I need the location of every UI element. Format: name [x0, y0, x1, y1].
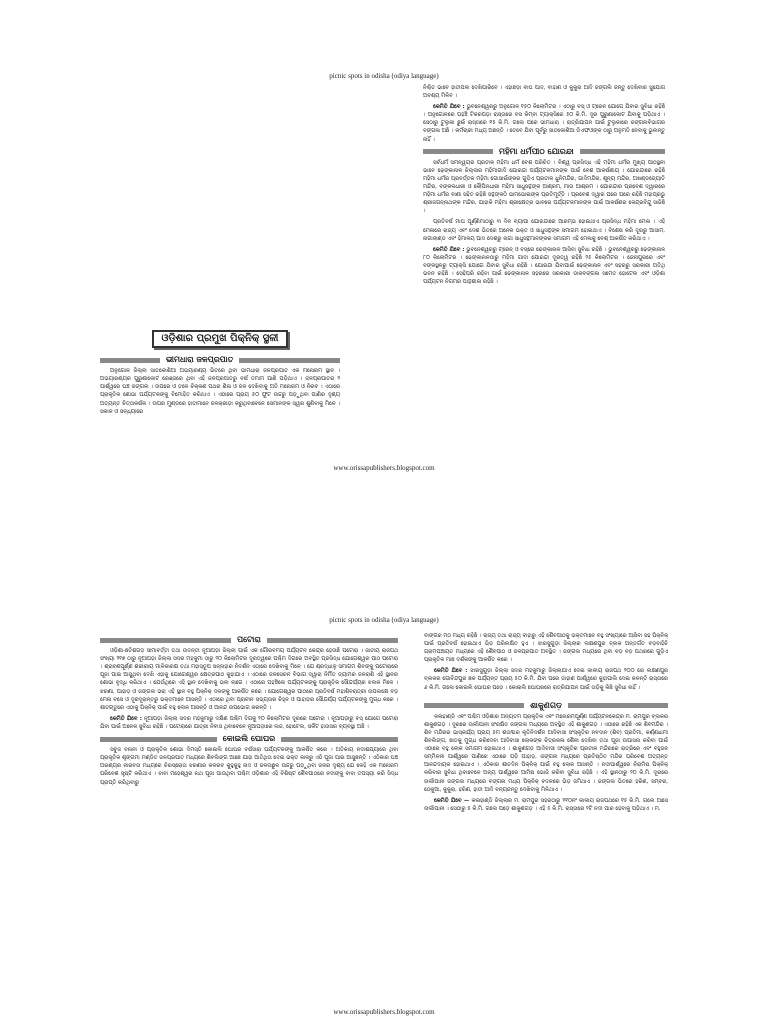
heading-bar [423, 149, 493, 154]
top-left-p1: ଅନୁଗୋଳ ଜିଲ୍ଲା ସାତକୋଶିଆ ଅଭୟାରଣ୍ୟ ଭିତରେ ଥିବା ଭୀମଧାରା ଜଳପ୍ରପାତ ଏକ ମନୋରମ ସ୍ଥାନ । ଅଭୟାରଣ୍ୟର ପୁରୁଣାକୋଟ ରେଞ୍ଜରେ ଥିବା ଏହି ଜଳପ୍ରପାତରୁ ବର୍ଷ ତମାମ ପାଣି ପଡ଼ିଥାଏ । ଜଳପ୍ରପାତର ୨ ପାର୍ଶ୍ୱରେ ଘଞ୍ଚ ଜଙ୍ଗଲ । ଉପରେ ଓ ତଳେ ଚିକ୍‌କଣ ପଥର ଶିଳା ଓ ଜଳ ଦେଖିବାକୁ ଅତି ମନୋରମ ଓ ନିରବ । ଏଠାରେ ପ୍ରାକୃତିକ ଶୋଭା ପର୍ଯ୍ୟଟକଙ୍କୁ ବିମୋହିତ କରିଥାଏ । ଏଠାରେ ପ୍ରାୟ ୫୦ ଫୁଟ ଉଚ୍ଚରୁ ପଡ଼ୁଥିବା ପାଣିର ଦୃଶ୍ୟ ଅତ୍ୟନ୍ତ ଚିତ୍ତାକର୍ଷକ । ଉପର ମୁଣ୍ଡରେ ହାତୀମାନେ ଜଳକ୍ରୀଡ଼ା କରୁଥିବାବେଳେ ସେମାନଙ୍କ ସ୍ୱର ଶୁଣିବାକୁ ମିଳେ । ସକାଳ ଓ ସନ୍ଧ୍ୟାରେ [100, 368, 340, 415]
section-heading-mahima [423, 148, 665, 156]
bottom-left-p3: ସବୁଜ ବନାନୀ ଓ ପ୍ରାକୃତିକ ଶୋଭା ଦିମସ୍ତି କୋଇଲି ଘୋଘର ବର୍ଷସାରା ପର୍ଯ୍ୟଟକଙ୍କୁ ଆକର୍ଷିତ କରେ । ଅତିକାୟ ନଦୀଶଯ୍ୟାରେ ଥିବା ପ୍ରାକୃତିକ ଶୃଙ୍ଗମା ମଣ୍ଡିତ ଜଳପ୍ରପାତ ମଧ୍ୟରେ ଶିବଲିଙ୍ଗ ଆଛେ ଯାହା ଆତିଥିତା ଦେଇ ଭକ୍ତ କାଳରୁ ଏଠି ପୂଜା ପାଇ ଆସୁଛନ୍ତି । ଏଠିକାର ଘଞ୍ଚ ଅରଣ୍ୟର ନୀରବତା ମଧ୍ୟରେ ଚିରସ୍ରୋତା ଝରଣାର କଳରବ କୁହୁକୁହୁ ନାଦ ଓ ଜଳଉଛୁଳ ଉଚ୍ଚରୁ ପଡ଼ୁଥିବା ଜଳର ଦୃଶ୍ୟ ଯେ କେହି ଏକ ମନୋରମ ପରିବେଶ ସୃଷ୍ଟି କରିଥାଏ । ବାବା ମହେଶ୍ୱର ନାଥ ପୂଜା ପାଉଥିବା ପଶ୍ଚିମ ଓଡ଼ିଶାର ଏହି ବିଶିଷ୍ଟ ଶୈବପୀଠରେ ନଦୀଙ୍କୁ ବାବା ତପସ୍ୟା କରି ସିଦ୍ଧ ପ୍ରାପ୍ତି କରିଥିବାରୁ [100, 747, 398, 786]
heading-bar [580, 149, 665, 154]
heading-bar [100, 737, 217, 742]
section-title-mahima: ମହିମା ଧର୍ମପୀଠ ଯୋରନ୍ଦା [499, 146, 574, 156]
top-right-column [423, 84, 665, 464]
heading-bar [100, 638, 231, 643]
heading-bar [239, 358, 340, 363]
top-page-header: picnic spots in odisha (odiya language) [329, 72, 439, 80]
bottom-right-column [424, 632, 668, 1004]
section-title-bhimdhara: ଭୀମଧାରା ଜଳପ୍ରପାତ [166, 355, 234, 365]
top-right-p5-label: କେମିତି ଯିବେ : [433, 246, 465, 253]
top-right-p4: ପ୍ରତିବର୍ଷ ମାଘ ପୂର୍ଣ୍ଣିମାଠାରୁ ୩ ଦିନ ବ୍ୟାପୀ ଯୋରନ୍ଦାରେ ଆରମ୍ଭ ହୋଇଥାଏ ପ୍ରସିଦ୍ଧ ମହିମା ମେଳା । ଏହି ମେଳାରେ ରାଜ୍ୟ ଏବଂ ଦେଶ ଭିତରେ ଅନେକ ଭକ୍ତ ଓ ସାଧୁସନ୍ଥଙ୍କ ସମାଗମ ହୋଇଥାଏ । ବିଶେଷ କରି ଦୂରରୁ ଆସାମ, ନାଗାଲାଣ୍ଡ ଏବଂ ହିମାଳୟ ପାଦ ଦେଶରୁ ନାଗା ସାଧୁସନ୍ଥମାନଙ୍କର ସମାଗମ ଏହି ମେଳାକୁ ବେଶ୍ ଆକର୍ଷିତ କରିଥାଏ । [423, 219, 665, 242]
bottom-page-header: picnic spots in odisha (odiya language) [329, 616, 439, 624]
section-heading-shakunagad [424, 702, 668, 710]
heading-bar [267, 638, 398, 643]
bottom-left-p1: ଓଡ଼ିଶା-ଛତିଶଗଡ଼ ସୀମାବର୍ତ୍ତୀ ତଥା ଉଦନ୍ତୀ ନୂଆପଡ଼ା ଜିଲ୍ଲା ପାଇଁ ଏକ ଗୌରବମୟ ପର୍ଯ୍ୟଟନ କେନ୍ଦ୍ର ହେଉଛି ପଟୋରା । ଜାତୀୟ ରାଜପଥ ସଂଖ୍ୟା ୨୧୭ ଠାରୁ ନୂଆପଡ଼ା ଜିଲ୍ଲା ସଦର ମହକୁମା ଠାରୁ ୨୦ କିଲୋମିଟର ଦୂରତ୍ୱରେ ପଶ୍ଚିମ ଦିଗରେ ଅବସ୍ଥିତ ପ୍ରସିଦ୍ଧ ଯୋଗେଶ୍ୱର ପୀଠ ପଟୋରା । ଶ୍ରାବଣପୂର୍ଣ୍ଣ ଶରୀରୀୟ ମାଳିକାରକ୍ଷ ତଥା ମହାସ୍ତୂପ ସନ୍ନାହାର ନିଦର୍ଶନ ଏଠାରେ ଦେଖିବାକୁ ମିଳେ । ଯେ ଶ୍ରଦ୍ଧାଳୁ ସମାଗମ ଶିବଙ୍କୁ ପଟୋରାରେ ପୂଜା ପାଇ ଆସୁଥିବା ଦେଖି ଏହାକୁ ଯୋଗେଶ୍ୱର କ୍ଷେତ୍ରପୀଠ କୁହାଯାଏ । ଏଠାରେ ଜଳସେଚନ ବିଭାଗ ଦ୍ୱାରା ନିର୍ମିତ ଡ୍ୟାମର ଜଳରାଶି ଏହି ସ୍ଥାନର ଶୋଭା ବୃଦ୍ଧି କରିଥାଏ । ଯେଉଁଥିରେ ଏହି ସ୍ଥାନ ଦେଖିବାକୁ ଭଲ ଲାଗେ । ଏଠାରେ ପହଞ୍ଚିଲେ ପର୍ଯ୍ୟଟକଙ୍କୁ ପ୍ରାକୃତିକ ସୌନ୍ଦର୍ଯ୍ୟର ଝଲକ ମିଳେ । ଝରଣା, ପାହାଡ଼ ଓ ଜଙ୍ଗଲ ଭରା ଏହି ସ୍ଥାନ ବହୁ ପିକ୍‌ନିକ୍ ଦଳଙ୍କୁ ଆକର୍ଷିତ କରେ । ଯୋଗେଶ୍ୱର ପୀଠରେ ପ୍ରତିବର୍ଷ ମହାଶିବରାତ୍ରୀ ଉପଲକ୍ଷେ ବଡ଼ ମେଳା ବସେ ଓ ଦୂରଦୂରାନ୍ତରୁ ଭକ୍ତମାନେ ଆସନ୍ତି । ଏଠାରେ ଥିବା ପ୍ରାଚୀନ ସଭ୍ୟତାର ଚିହ୍ନ ଓ ପାହାଡ଼ର ସୌନ୍ଦର୍ଯ୍ୟ ପର୍ଯ୍ୟଟକଙ୍କୁ ମୁଗ୍ଧ କରେ । ଶୀତଋତୁରେ ଏଠାକୁ ପିକ୍‌ନିକ୍ ପାଇଁ ବହୁ ଲୋକ ଆସନ୍ତି ଓ ଆନନ୍ଦ ଉପଭୋଗ କରନ୍ତି । [100, 648, 398, 711]
section-title-shakunagad: ଶାକୁଣଗଡ଼ [530, 700, 562, 710]
bottom-left-p2-label: କେମିତି ଯିବେ : [110, 715, 142, 722]
bottom-page [0, 512, 768, 1024]
heading-bar [424, 703, 524, 708]
top-left-block [100, 330, 340, 460]
section-heading-koili [100, 735, 398, 743]
bottom-right-p2: ଝାରସୁଗୁଡ଼ା ଜିଲ୍ଲା ସଦର ମହକୁମାରୁ ଜିଲ୍ଲାଯାଏ ଦେଇ କାଳୀୟ ରାଜପଥ ୨୦୦ ରେ ଲକ୍ଷଣପୁର ବ୍ଲକର ଗୋବିନ୍ଦପୁର ଛକ ପର୍ଯ୍ୟନ୍ତ ପ୍ରାୟ ୫୦ କି.ମି. ଯିବା ପରେ ଡାହାଣ ପାର୍ଶ୍ୱରେ କୁହାପାଲି ଦେଇ କଳନ୍ତି ରାସ୍ତାରେ ୬ କି.ମି. ଗଲେ କୋଇଲି ଘୋଘର ପଡ଼େ । କୋଇଲି ଘୋଘରରେ ରାତ୍ରିଯାପନ ପାଇଁ ତାଡ଼ିକୁ କିଛି ସୁବିଧା ନାହିଁ । [424, 668, 668, 691]
top-right-p2-label: କେମିତି ଯିବେ : [433, 104, 465, 111]
bottom-left-p2: ନୂଆପଡ଼ା ଜିଲ୍ଲା ସଦର ମହକୁମାରୁ ଦକ୍ଷିଣ ପଶ୍ଚିମ ଦିଗକୁ ୨୦ କିଲୋମିଟର ଦୂରରେ ପଟୋରା । ନୂଆପଡ଼ାରୁ ବସ୍ ଯୋଗେ ପଟୋରା ଯିବା ପାଇଁ ଅନେକ ସୁବିଧା ରହିଛି । ପଟୋରାରେ ଯାତ୍ରୀ ନିବାସ ଥିବାବେଳେ ନୂଆପଡ଼ାରେ ଲଜ, ହୋଟେଲ, ସର୍କିଟ ହାଉସର ବ୍ୟବସ୍ଥା ଅଛି । [100, 715, 398, 730]
top-page [0, 0, 768, 500]
section-title-koili: କୋଇଲି ଘୋଘର [222, 734, 276, 744]
bottom-left-column [100, 632, 398, 1004]
bottom-right-p2-label: କେମିତି ଯିବେ : [434, 668, 468, 675]
main-title: ଓଡ଼ିଶାର ପ୍ରମୁଖ ପିକ୍‌ନିକ୍ ସ୍ଥଳୀ [152, 330, 289, 348]
section-title-patora: ପଟୋରା [237, 635, 261, 644]
section-heading-bhimdhara [100, 356, 340, 364]
top-right-p2: ଭୁବନେଶ୍ୱରରୁ ଅନୁଗୋଳ ୧୫୦ କିଲୋମିଟର । ଏଠାରୁ ବସ୍ ଓ ଟ୍ରେନ ଯୋଗେ ଯିବାର ସୁବିଧା ରହିଛି । ଅନୁଗୋଳରେ ପହଞ୍ଚି ଟିକରପଡ଼ା ରାସ୍ତାରେ ବସ କିମ୍ବା ଟ୍ୟାକ୍ସିରେ ୫୦ କି.ମି. ଦୂର ପୁରୁଣାକୋଟ ଯିବାକୁ ପଡ଼ିଥାଏ । ସେଠାରୁ ଟୁଲୁକା ଛୁଇଁ ରାସ୍ତାରେ ୧୫ କି.ମି. ଗଲେ ପରେ ଭୀମଧାରା । ରାତ୍ରିଯାପନ ପାଇଁ ଟୁଲୁକାରେ ଜଙ୍ଗଲବିଭାଗର ବଙ୍ଗଳା ଅଛି । କର୍ମଚାରୀ ମଧ୍ୟ ଅଛନ୍ତି । ତେବେ ଯିବା ପୂର୍ବରୁ ସାତକୋଶିଆ ଡିଏଫଓଙ୍କ ଠାରୁ ଅନୁମତି ନେବାକୁ ଭୁଲନ୍ତୁ ନାହିଁ । [423, 104, 665, 143]
top-page-footer: www.orissapublishers.blogspot.com [333, 464, 435, 472]
bottom-right-p3: କଳାହାଣ୍ଡି ଏବଂ ପଶ୍ଚିମ ଓଡ଼ିଶାର ଅନ୍ୟତମ ପ୍ରାକୃତିକ ଏବଂ ମନୋରମପୂର୍ଣ୍ଣ ପର୍ଯ୍ୟଟନକେନ୍ଦ୍ର ମ. ରାମପୁର ବ୍ଲକର ଶାକୁଣଗଡ଼ । ଦୂରରେ ଉର୍ଲାପାନୀ ସଂରକ୍ଷିତ ଜଙ୍ଗଲ ମଧ୍ୟରେ ଅବସ୍ଥିତ ଏହି ଶାକୁଣଗଡ଼ । ଏଠାରେ ରହିଛି ଏକ ଶିବମନ୍ଦିର । ଶିବ ମନ୍ଦିରର ଭାସ୍କର୍ଯ୍ୟ ପ୍ରାୟ ୫ମ ଶତାବ୍ଦୀର କୃତିନିଦର୍ଶନ ଆଦିବାସୀ ସଂସ୍କୃତିର ନବଦାନ (ଶିବ) ପ୍ରତିମା, କର୍ଣ୍ଣଧାମୀ ଶିବଲିଙ୍ଗ, ଛାତକୁ ମୁଗ୍ଧ କରିଦେବା ଆଦିବାସୀ ଲୋକଙ୍କ ଚିତ୍ରକଳା ଶୈଳୀ ଦେଖିବା ତଥା ପୂଜା ଉପାସନା କରିବା ପାଇଁ ଏଠାରେ ବହୁ ଲୋକ ସମାଗମ ହୋଇଥାଏ । ଶାକୁଣଗଡ଼ ଆଦିବାସୀ ସଂସ୍କୃତିର ପ୍ରତୀକ ମନ୍ଦିରରେ ରାତ୍ରିରେ ଏବଂ ବହୁଜନ ସମ୍ମିଳନୀ ପାର୍ଶ୍ୱରେ ପାଣିରେ ଏଠାରେ ପଡ଼ି ପାହାଡ଼, ଜଙ୍ଗଲ ମଧ୍ୟରେ ପ୍ରତିଷ୍ଠିତ ମନ୍ଦିର ପରିବେଶ ଅତ୍ୟନ୍ତ ଆନନ୍ଦଦାୟକ ହୋଇଥାଏ । ଏଠିକାର ଶୀତଦିନ ପିକ୍‌ନିକ୍ ପାଇଁ ବହୁ ଲୋକ ଆସନ୍ତି । ନଦୀପାର୍ଶ୍ୱରେ ନିରାମିଷ ପିକ୍‌ନିକ୍ କରିବାର ସୁବିଧା ଥିବାବେଳେ ଅନ୍ୟ ପାର୍ଶ୍ୱରେ ଆମିଷ ଭୋଜି କରିବା ସୁବିଧା ରହିଛି । ଏହି ସ୍ଥାନଠାରୁ ୨୦ କି.ମି. ଦୂରରେ ଉର୍ଲାପାନୀ ଜଙ୍ଗଲ ମଧ୍ୟରେ ବଙ୍ଗଳା ମଧ୍ୟ ପିକ୍‌ନିକ୍ ବଦଳରେ ଭିଡ଼ ଜମିଥାଏ । ଜଙ୍ଗଲ ଭିତରେ ହରିଣ, ସମ୍ବର, ଠେକୁଆ, କୁକୁରା, ହରିଣ, ହାତୀ ଆଦି ବନ୍ୟଜନ୍ତୁ ଦେଖିବାକୁ ମିଳିଥାଏ । [424, 713, 668, 793]
bottom-page-footer: www.orissapublishers.blogspot.com [333, 1008, 435, 1016]
bottom-right-p4: କଳାହାଣ୍ଡି ଜିଲ୍ଲାର ମ. ରାମପୁର ସହରଠାରୁ ୨୧୦ନଂ କାଳୀୟ ରାଜପଥରେ ୧୫ କି.ମି. ଗଲେ ଆସେ ଉର୍ଲାପାନୀ । ସେଠାରୁ ୫ କି.ମି. ଗଲେ ପଡ଼େ ଶାକୁଣଗଡ଼ । ଏହି ୫ କି.ମି. ରାସ୍ତାରେ ୨ଟି ନଦୀ ପାର ହେବାକୁ ପଡ଼ିଥାଏ । ମ. [424, 797, 668, 812]
heading-bar [568, 703, 668, 708]
top-right-p3: ସର୍ବଧର୍ମ ସମନ୍ୱୟର ପ୍ରତୀକ ମହିମା ଧର୍ମ ବେଶ ପରିଚିତ । ବିଶ୍ୱ ପ୍ରସିଦ୍ଧ ଏହି ମହିମା ଧର୍ମର ମୁଖ୍ୟ ପୀଠସ୍ଥଳୀ ଭାବେ ଢେଙ୍କାନାଳ ଜିଲ୍ଲାର ମହିମାଗାଦି ଯୋରନ୍ଦା ପର୍ଯ୍ୟଟକମାନଙ୍କ ପାଇଁ ବେଶ ଆକର୍ଷଣୀୟ । ଯୋରନ୍ଦାରେ ରହିଛି ମହିମା ଧର୍ମର ପ୍ରବର୍ତ୍ତକ ମହିମା ଗୋସାଇଁଙ୍କର ଗୁଡ଼ିଏ ପ୍ରତୀକ ଧୁନିମନ୍ଦିର, ଗାଦିମନ୍ଦିର, ଶୂନ୍ୟ ମନ୍ଦିର, ଅଖଣ୍ଡଜ୍ୟୋତି ମନ୍ଦିର, ବଙ୍କଳଧାରୀ ଓ କୌପିନଧାରୀ ମହିମା ସାଧୁସନ୍ଥଙ୍କ ଆଶ୍ରମ, ମାତା ଆଶ୍ରମ । ଯୋରନ୍ଦାର ପ୍ରବେଶ ଦ୍ୱାରରେ ମହିମା ଧର୍ମର ବାଣୀ ସହିତ ରହିଛି ସନ୍ଥଙ୍କଠି ଭୀମଭୋଇଙ୍କ ପ୍ରତିମୂର୍ତ୍ତି । ପ୍ରବେଶ ଦ୍ୱାର ପରେ ପରେ ରହିଛି ମହାପ୍ରଭୁ ଶ୍ରୀଜଗନ୍ନାଥଙ୍କ ମନ୍ଦିର, ଯାହାକି ମହିମା ଶ୍ରୀକ୍ଷେତ୍ର ଭାବରେ ପର୍ଯ୍ୟଟକମାନଙ୍କ ପାଇଁ ଆକର୍ଷଣର କେନ୍ଦ୍ରବିନ୍ଦୁ ସାଜିଛି । [423, 159, 665, 215]
heading-bar [281, 737, 398, 742]
section-heading-patora [100, 636, 398, 644]
bottom-right-p4-label: କେମିତି ଯିବେ — [434, 797, 470, 804]
top-right-p1: ନିଶ୍ଚିତ ଭାବେ ହାତୀପଲ ଦେଖିପାରିବେ । ଏହାଛଡ଼ା ବାଘ ପାଦ, ବାହାଣ ଓ କୁକୁରା ଆଦି ଜଙ୍ଗଲି ଜନ୍ତୁ ଦେଖିବାର ସୁଯୋଗ ଅବଶ୍ୟ ମିଳିବ । [423, 85, 665, 100]
bottom-right-p1: ବାଙ୍ଗର ମଠ ମଧ୍ୟ ରହିଛି । ରାଜ୍ୟ ତଥା ରାଜ୍ୟ ବାହାରୁ ଏହି ଶୈବପୀଠକୁ ଭକ୍ତମାନେ ବହୁ ସଂଖ୍ୟାରେ ଆସିବା ସହ ପିକ୍‌ନିକ୍ ପାଇଁ ପ୍ରତିବର୍ଷ ହୋଇଥାଏ ଭିଡ଼ ପରିଲକ୍ଷିତ ହୁଏ । ଝାରସୁଗୁଡ଼ା ଜିଲ୍ଲାର ଲକ୍ଷଣପୁର ବ୍ଲକ ଅନ୍ତର୍ଗତ ବଡ଼ବାହିଚି ଗ୍ରାମପଞ୍ଚାୟତ ମଧ୍ୟରେ ଏହି ଶୈବପୀଠ ଓ ଜଳପ୍ରପାତ ଅବସ୍ଥିତ । ଜଙ୍ଗଲ ମଧ୍ୟରେ ଥିବା ବଡ଼ ବଡ଼ ପଥରରେ ଗୁଡ଼ିଏ ପ୍ରାକୃତିକ ମାଛ ଦର୍ଶକଙ୍କୁ ଆକର୍ଷିତ କରେ । [424, 633, 668, 664]
heading-bar [100, 358, 160, 363]
top-right-p5: ଭୁବନେଶ୍ୱରରୁ ଟ୍ରେନ୍ ଓ ବସ୍‌ରେ ଢେଙ୍କାନାଳ ଆସିବା ସୁବିଧା ରହିଛି । ଭୁବନେଶ୍ୱରରୁ ଢେଙ୍କାନାଳ ୮୦ କିଲୋମିଟର । ଢେଙ୍କାନାଳଠାରୁ ମହିମା ଗାଦୀ ଯୋରନ୍ଦା ଦୂରତ୍ୱ ରହିଛି ୨୫ କିଲୋମିଟର । ଜେନାପୁରରେ ଏବଂ ବଙ୍କସ୍ଥଳରୁ ଟ୍ୟାକ୍ସି ଯୋଗେ ଯିବାର ସୁବିଧା ରହିଛି । ଯୋରନ୍ଦା ଯିବାପାଇଁ ଢେଙ୍କାନାଳ ଏବଂ ସହରରୁ ସରକାରୀ ଅତିଥି ଭବନ ରହିଛି । ସେହିପରି ରହିବା ପାଇଁ ଢେଙ୍କାନାଳ ସହରରେ ସରକାରୀ ଡାକବଙ୍ଗଳା ସମେତ ହୋଟେଲ ଏବଂ ଓଡ଼ିଶା ପର୍ଯ୍ୟଟନ ନିଗମର ପାନ୍ଥଶାଳା ରହିଛି । [423, 246, 665, 286]
